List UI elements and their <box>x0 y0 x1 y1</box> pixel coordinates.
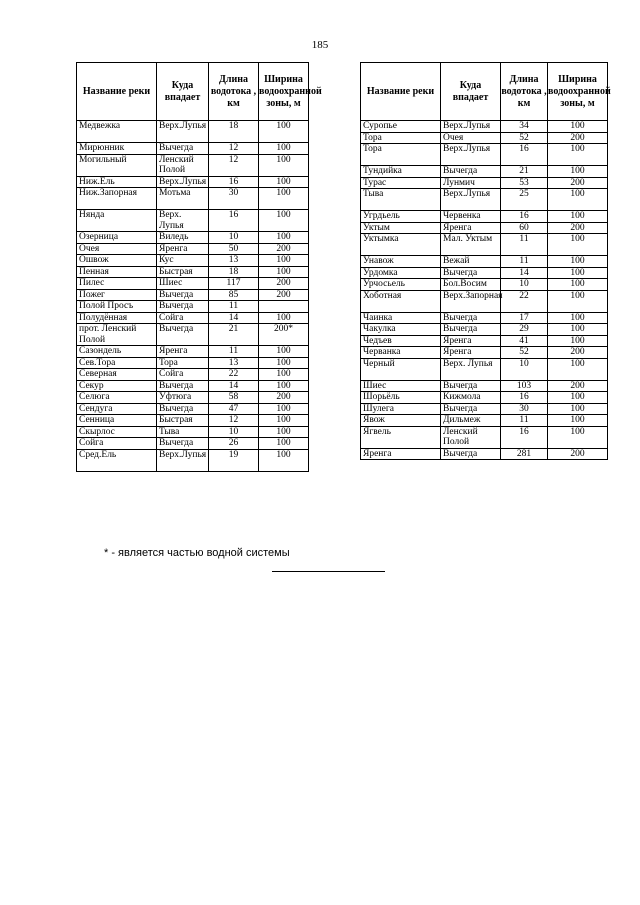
cell-length: 18 <box>209 121 259 143</box>
cell-river-name: Полой Просъ <box>77 301 157 313</box>
cell-outflow: Яренга <box>157 346 209 358</box>
cell-length: 10 <box>209 426 259 438</box>
cell-zone-width: 100 <box>259 369 309 381</box>
cell-length: 34 <box>501 121 548 133</box>
cell-zone-width: 100 <box>548 279 608 291</box>
cell-length: 11 <box>501 256 548 268</box>
cell-river-name: Ягвель <box>361 426 441 448</box>
cell-river-name: Полудённая <box>77 312 157 324</box>
cell-length: 13 <box>209 255 259 267</box>
cell-zone-width: 100 <box>548 312 608 324</box>
cell-zone-width: 200 <box>548 380 608 392</box>
cell-length: 14 <box>209 380 259 392</box>
cell-length: 281 <box>501 448 548 460</box>
cell-length: 12 <box>209 415 259 427</box>
cell-river-name: Селюга <box>77 392 157 404</box>
table-row <box>361 211 608 223</box>
cell-river-name: Черванка <box>361 347 441 359</box>
table-row <box>361 403 608 415</box>
cell-zone-width: 100 <box>259 266 309 278</box>
cell-length: 18 <box>209 266 259 278</box>
cell-outflow: Вычегда <box>441 380 501 392</box>
cell-zone-width: 100 <box>548 358 608 380</box>
cell-river-name: Тора <box>361 132 441 144</box>
cell-river-name: Шиес <box>361 380 441 392</box>
cell-river-name: Могильный <box>77 154 157 176</box>
cell-zone-width: 100 <box>548 290 608 312</box>
cell-outflow: Вычегда <box>441 448 501 460</box>
cell-zone-width: 100 <box>548 211 608 223</box>
cell-length: 19 <box>209 449 259 471</box>
cell-outflow: Сойга <box>157 369 209 381</box>
table-row <box>361 415 608 427</box>
cell-zone-width: 200 <box>259 243 309 255</box>
header-length: Длина водотока , км <box>209 63 259 121</box>
cell-river-name: Суропье <box>361 121 441 133</box>
table-row <box>77 301 309 313</box>
table-row <box>361 256 608 268</box>
cell-outflow: Очея <box>441 132 501 144</box>
cell-river-name: Сойга <box>77 438 157 450</box>
cell-zone-width: 100 <box>259 154 309 176</box>
cell-outflow: Яренга <box>441 347 501 359</box>
cell-outflow: Верх. Лупья <box>157 210 209 232</box>
cell-outflow: Верх. Лупья <box>441 358 501 380</box>
rivers-table-right <box>360 62 611 460</box>
cell-river-name: Сенница <box>77 415 157 427</box>
cell-outflow: Верх.Лупья <box>157 121 209 143</box>
cell-river-name: Нянда <box>77 210 157 232</box>
cell-length: 41 <box>501 335 548 347</box>
cell-length: 52 <box>501 132 548 144</box>
cell-zone-width: 200* <box>259 324 309 346</box>
cell-zone-width: 100 <box>259 255 309 267</box>
cell-outflow: Верх.Запорная <box>441 290 501 312</box>
cell-outflow: Вычегда <box>441 324 501 336</box>
cell-river-name: прот. Ленский Полой <box>77 324 157 346</box>
cell-river-name: Пенная <box>77 266 157 278</box>
cell-length: 12 <box>209 154 259 176</box>
table-row <box>361 335 608 347</box>
header-row <box>361 63 608 121</box>
cell-zone-width: 100 <box>548 121 608 133</box>
table-row <box>361 177 608 189</box>
table-row <box>77 369 309 381</box>
cell-zone-width: 100 <box>548 426 608 448</box>
table-row <box>361 324 608 336</box>
table-row <box>77 143 309 155</box>
cell-zone-width: 200 <box>259 289 309 301</box>
cell-length: 21 <box>501 166 548 178</box>
table-row <box>361 222 608 234</box>
cell-zone-width: 100 <box>548 415 608 427</box>
cell-outflow: Шиес <box>157 278 209 290</box>
cell-length: 11 <box>209 346 259 358</box>
cell-outflow: Ленский Полой <box>441 426 501 448</box>
cell-outflow: Быстрая <box>157 266 209 278</box>
cell-length: 50 <box>209 243 259 255</box>
cell-outflow: Вычегда <box>157 403 209 415</box>
cell-river-name: Яренга <box>361 448 441 460</box>
table-row <box>77 243 309 255</box>
cell-outflow: Лунмич <box>441 177 501 189</box>
cell-zone-width: 100 <box>259 176 309 188</box>
header-river-name: Название реки <box>361 63 441 121</box>
cell-length: 22 <box>209 369 259 381</box>
cell-river-name: Пилес <box>77 278 157 290</box>
header-zone-width: Ширина водоохранной зоны, м <box>259 63 309 121</box>
cell-river-name: Медвежка <box>77 121 157 143</box>
cell-outflow: Уфтюга <box>157 392 209 404</box>
cell-length: 60 <box>501 222 548 234</box>
cell-length: 52 <box>501 347 548 359</box>
table-row <box>361 392 608 404</box>
table-row <box>361 234 608 256</box>
cell-outflow: Вычегда <box>441 166 501 178</box>
table-row <box>77 278 309 290</box>
cell-zone-width: 100 <box>259 415 309 427</box>
table-row <box>77 415 309 427</box>
cell-river-name: Сендуга <box>77 403 157 415</box>
cell-length: 47 <box>209 403 259 415</box>
cell-zone-width: 200 <box>259 278 309 290</box>
table-row <box>361 189 608 211</box>
cell-zone-width: 100 <box>259 210 309 232</box>
cell-length: 16 <box>501 392 548 404</box>
cell-zone-width: 100 <box>259 188 309 210</box>
cell-outflow: Яренга <box>157 243 209 255</box>
cell-zone-width: 100 <box>259 380 309 392</box>
cell-outflow: Вычегда <box>157 301 209 313</box>
cell-zone-width: 100 <box>548 234 608 256</box>
cell-river-name: Озерница <box>77 232 157 244</box>
header-zone-width: Ширина водоохранной зоны, м <box>548 63 608 121</box>
header-river-name: Название реки <box>77 63 157 121</box>
cell-outflow: Верх.Лупья <box>441 144 501 166</box>
cell-outflow: Бол.Восим <box>441 279 501 291</box>
table-row <box>77 403 309 415</box>
cell-river-name: Северная <box>77 369 157 381</box>
cell-outflow: Яренга <box>441 222 501 234</box>
cell-length: 10 <box>501 358 548 380</box>
cell-length: 85 <box>209 289 259 301</box>
cell-river-name: Тундийка <box>361 166 441 178</box>
table-row <box>361 290 608 312</box>
cell-outflow: Мал. Уктым <box>441 234 501 256</box>
cell-zone-width: 200 <box>548 132 608 144</box>
table-row <box>77 188 309 210</box>
table-row <box>361 267 608 279</box>
table-row <box>361 426 608 448</box>
table-row <box>361 132 608 144</box>
cell-outflow: Яренга <box>441 335 501 347</box>
cell-length: 14 <box>209 312 259 324</box>
table-row <box>77 357 309 369</box>
cell-outflow: Быстрая <box>157 415 209 427</box>
table-row <box>77 210 309 232</box>
table-row <box>361 347 608 359</box>
cell-length: 12 <box>209 143 259 155</box>
cell-river-name: Ниж.Запорная <box>77 188 157 210</box>
cell-river-name: Урчосьель <box>361 279 441 291</box>
cell-zone-width: 200 <box>548 177 608 189</box>
cell-outflow: Кус <box>157 255 209 267</box>
cell-outflow: Вежай <box>441 256 501 268</box>
cell-length: 30 <box>209 188 259 210</box>
cell-length: 16 <box>501 426 548 448</box>
cell-river-name: Скырлос <box>77 426 157 438</box>
cell-length: 58 <box>209 392 259 404</box>
cell-outflow: Вычегда <box>157 438 209 450</box>
cell-zone-width: 100 <box>259 403 309 415</box>
table-row <box>77 266 309 278</box>
table-row <box>77 392 309 404</box>
cell-zone-width: 100 <box>259 346 309 358</box>
cell-length: 16 <box>209 210 259 232</box>
table-row <box>77 232 309 244</box>
table-row <box>361 380 608 392</box>
cell-length: 26 <box>209 438 259 450</box>
cell-zone-width <box>259 301 309 313</box>
cell-length: 10 <box>209 232 259 244</box>
cell-river-name: Тора <box>361 144 441 166</box>
separator-line <box>272 571 385 572</box>
cell-length: 30 <box>501 403 548 415</box>
cell-length: 29 <box>501 324 548 336</box>
table-row <box>77 154 309 176</box>
cell-river-name: Шулега <box>361 403 441 415</box>
cell-outflow: Вычегда <box>157 324 209 346</box>
cell-river-name: Мирюнник <box>77 143 157 155</box>
cell-river-name: Чакулка <box>361 324 441 336</box>
cell-outflow: Верх.Лупья <box>157 176 209 188</box>
rivers-table-left <box>76 62 322 472</box>
cell-river-name: Сазондель <box>77 346 157 358</box>
cell-river-name: Угрдьель <box>361 211 441 223</box>
cell-zone-width: 100 <box>259 357 309 369</box>
cell-outflow: Виледь <box>157 232 209 244</box>
cell-length: 16 <box>501 211 548 223</box>
cell-outflow: Вычегда <box>441 267 501 279</box>
cell-river-name: Тыва <box>361 189 441 211</box>
cell-river-name: Сред.Ель <box>77 449 157 471</box>
page-number: 185 <box>311 39 329 51</box>
cell-length: 14 <box>501 267 548 279</box>
cell-outflow: Сойга <box>157 312 209 324</box>
cell-river-name: Явож <box>361 415 441 427</box>
cell-length: 25 <box>501 189 548 211</box>
table-row <box>361 121 608 133</box>
table-row <box>361 144 608 166</box>
cell-zone-width: 100 <box>548 324 608 336</box>
cell-river-name: Черный <box>361 358 441 380</box>
cell-length: 117 <box>209 278 259 290</box>
cell-river-name: Урдомка <box>361 267 441 279</box>
table-row <box>77 121 309 143</box>
cell-outflow: Вычегда <box>441 312 501 324</box>
table-row <box>77 449 309 471</box>
cell-zone-width: 100 <box>259 121 309 143</box>
cell-river-name: Шорьёль <box>361 392 441 404</box>
cell-outflow: Вычегда <box>441 403 501 415</box>
cell-zone-width: 100 <box>548 166 608 178</box>
header-outflow: Куда впадает <box>157 63 209 121</box>
cell-river-name: Сев.Тора <box>77 357 157 369</box>
cell-zone-width: 100 <box>259 426 309 438</box>
cell-zone-width: 100 <box>548 144 608 166</box>
cell-outflow: Кижмола <box>441 392 501 404</box>
cell-river-name: Уктымка <box>361 234 441 256</box>
cell-length: 53 <box>501 177 548 189</box>
cell-zone-width: 100 <box>548 267 608 279</box>
cell-length: 10 <box>501 279 548 291</box>
cell-river-name: Секур <box>77 380 157 392</box>
cell-river-name: Унавож <box>361 256 441 268</box>
cell-length: 11 <box>501 234 548 256</box>
cell-zone-width: 100 <box>259 232 309 244</box>
cell-zone-width: 200 <box>548 222 608 234</box>
cell-outflow: Червенка <box>441 211 501 223</box>
cell-zone-width: 100 <box>548 189 608 211</box>
table-row <box>77 380 309 392</box>
cell-length: 21 <box>209 324 259 346</box>
cell-length: 16 <box>209 176 259 188</box>
table-row <box>77 324 309 346</box>
footnote: * - является частью водной системы <box>104 547 290 559</box>
cell-length: 11 <box>501 415 548 427</box>
cell-outflow: Тыва <box>157 426 209 438</box>
table-row <box>361 166 608 178</box>
table-row <box>77 255 309 267</box>
cell-zone-width: 100 <box>259 143 309 155</box>
cell-river-name: Чаинка <box>361 312 441 324</box>
cell-length: 17 <box>501 312 548 324</box>
cell-outflow: Ленский Полой <box>157 154 209 176</box>
table-row <box>77 426 309 438</box>
table-row <box>361 312 608 324</box>
table-row <box>77 176 309 188</box>
table-row <box>361 279 608 291</box>
cell-outflow: Вычегда <box>157 289 209 301</box>
table-row <box>77 312 309 324</box>
header-row <box>77 63 309 121</box>
cell-river-name: Очея <box>77 243 157 255</box>
cell-zone-width: 100 <box>548 403 608 415</box>
cell-outflow: Мотьма <box>157 188 209 210</box>
cell-zone-width: 100 <box>548 256 608 268</box>
cell-zone-width: 100 <box>548 335 608 347</box>
cell-zone-width: 200 <box>259 392 309 404</box>
cell-outflow: Верх.Лупья <box>157 449 209 471</box>
cell-outflow: Дильмеж <box>441 415 501 427</box>
cell-river-name: Чедъев <box>361 335 441 347</box>
cell-zone-width: 200 <box>548 448 608 460</box>
cell-river-name: Ошвож <box>77 255 157 267</box>
cell-river-name: Ниж.Ель <box>77 176 157 188</box>
header-length: Длина водотока , км <box>501 63 548 121</box>
table-row <box>77 289 309 301</box>
cell-zone-width: 100 <box>259 438 309 450</box>
cell-river-name: Хоботная <box>361 290 441 312</box>
cell-outflow: Тора <box>157 357 209 369</box>
cell-length: 103 <box>501 380 548 392</box>
cell-river-name: Пожег <box>77 289 157 301</box>
cell-length: 22 <box>501 290 548 312</box>
cell-zone-width: 100 <box>259 312 309 324</box>
cell-length: 16 <box>501 144 548 166</box>
cell-outflow: Верх.Лупья <box>441 121 501 133</box>
cell-outflow: Верх.Лупья <box>441 189 501 211</box>
table-row <box>361 358 608 380</box>
cell-outflow: Вычегда <box>157 380 209 392</box>
cell-river-name: Турас <box>361 177 441 189</box>
header-outflow: Куда впадает <box>441 63 501 121</box>
cell-zone-width: 200 <box>548 347 608 359</box>
cell-length: 11 <box>209 301 259 313</box>
table-row <box>361 448 608 460</box>
table-row <box>77 346 309 358</box>
table-row <box>77 438 309 450</box>
cell-length: 13 <box>209 357 259 369</box>
cell-outflow: Вычегда <box>157 143 209 155</box>
cell-zone-width: 100 <box>548 392 608 404</box>
cell-river-name: Уктым <box>361 222 441 234</box>
cell-zone-width: 100 <box>259 449 309 471</box>
